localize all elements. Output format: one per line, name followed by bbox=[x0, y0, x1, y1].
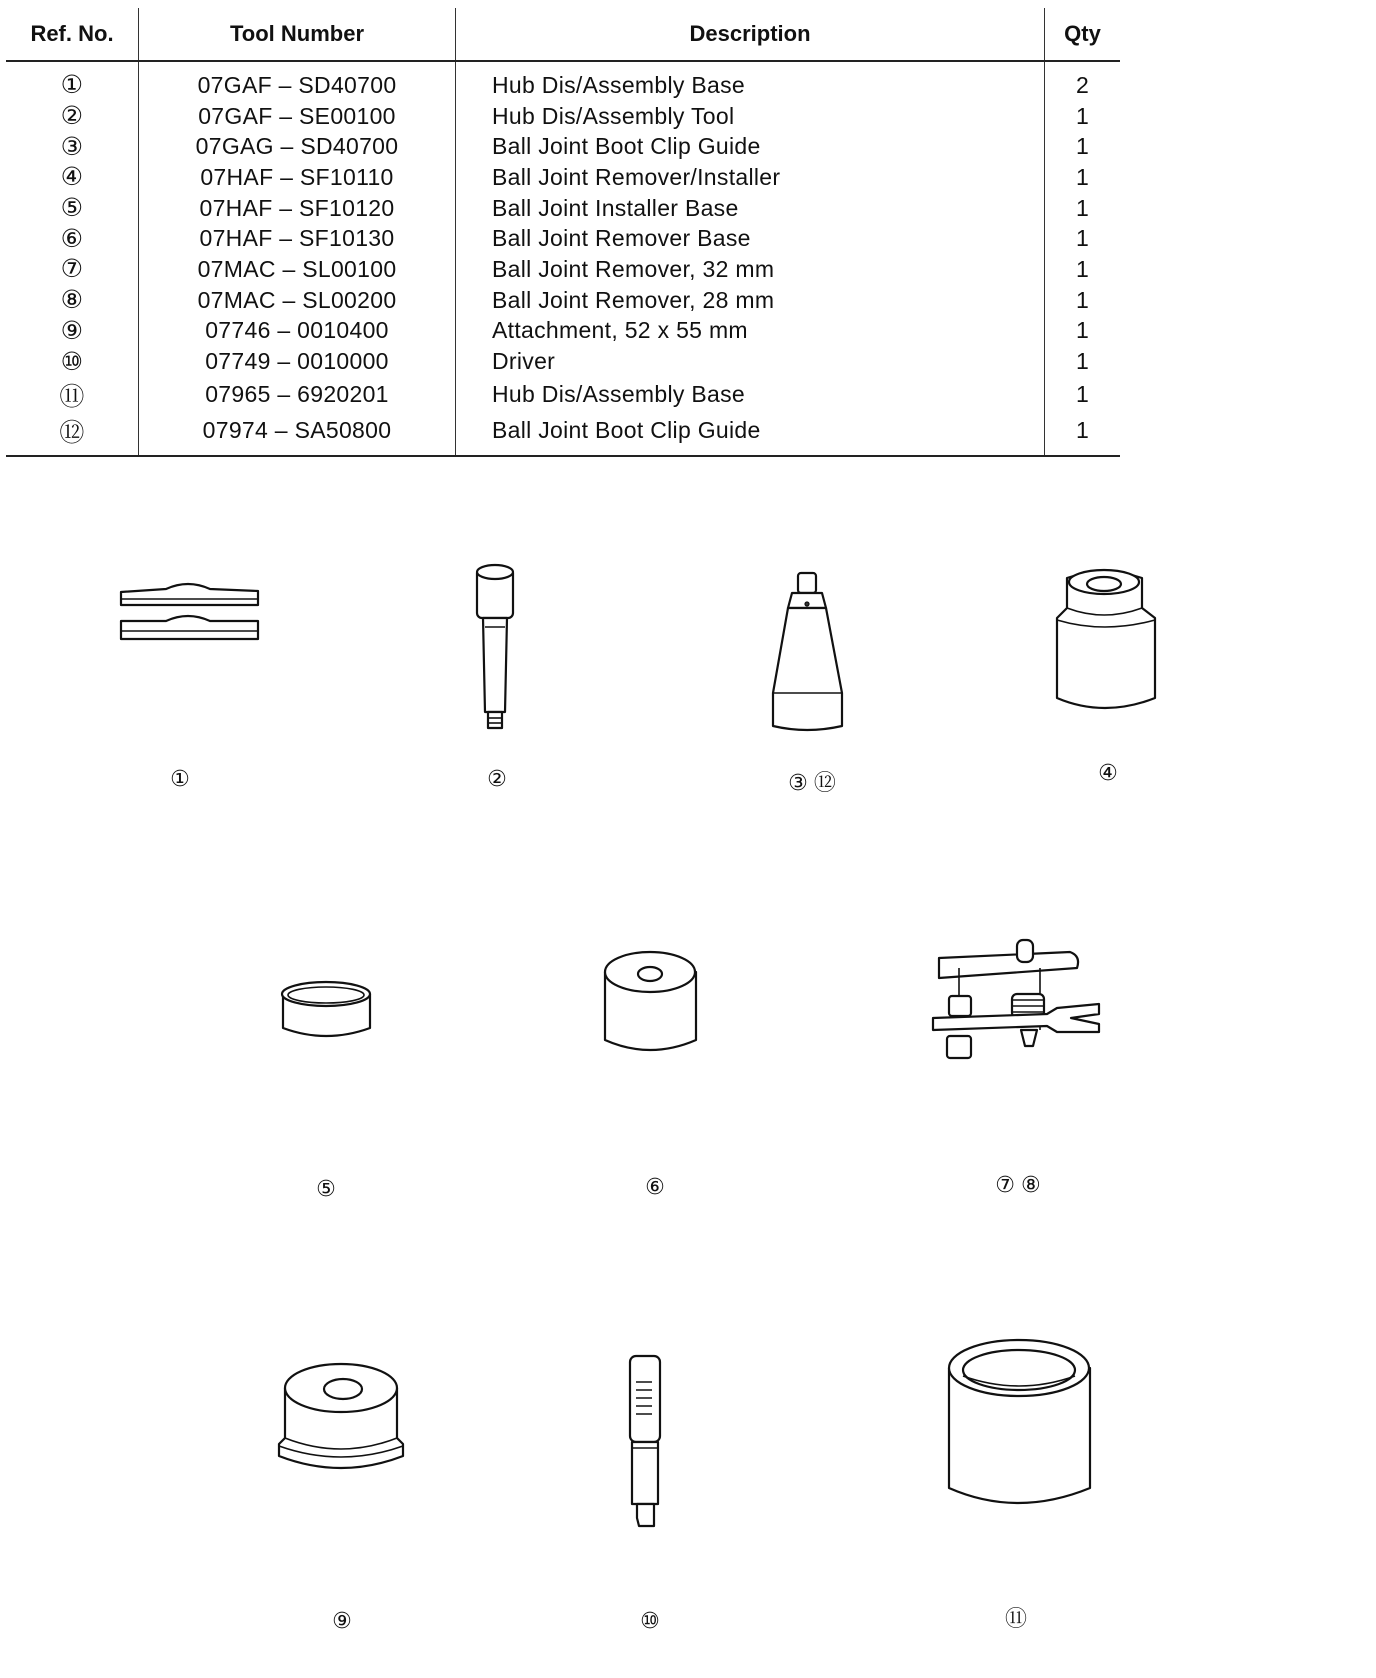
description-cell: Driver bbox=[456, 346, 1045, 377]
table-row bbox=[6, 193, 1120, 224]
table-row bbox=[6, 101, 1120, 132]
ref-no-cell: ⑨ bbox=[6, 316, 139, 347]
ref-no-cell: ⑤ bbox=[6, 193, 139, 224]
qty-cell: 1 bbox=[1075, 381, 1090, 408]
description-cell: Hub Dis/Assembly Base bbox=[456, 61, 1045, 101]
attachment-drawing bbox=[275, 1358, 410, 1483]
tool-number-cell: 07974 – SA50800 bbox=[139, 413, 456, 456]
tool-number-cell: 07HAF – SF10130 bbox=[139, 223, 456, 254]
qty-cell: 1 bbox=[1075, 317, 1090, 344]
ref-no-cell: ① bbox=[6, 61, 139, 101]
qty-cell: 1 bbox=[1075, 255, 1090, 282]
description-cell: Ball Joint Remover/Installer bbox=[456, 162, 1045, 193]
tool-number-cell: 07GAG – SD40700 bbox=[139, 131, 456, 162]
table-row bbox=[6, 131, 1120, 162]
description-cell: Ball Joint Boot Clip Guide bbox=[456, 413, 1045, 456]
ball-joint-boot-clip-guide-drawing bbox=[770, 568, 850, 738]
tool-number-cell: 07746 – 0010400 bbox=[139, 316, 456, 347]
description-cell: Ball Joint Remover, 32 mm bbox=[456, 254, 1045, 285]
qty-cell: 1 bbox=[1075, 225, 1090, 252]
figure-label-5: ⑤ bbox=[316, 1176, 336, 1201]
hub-dis-assembly-base-drawing bbox=[118, 585, 268, 655]
ball-joint-installer-base-drawing bbox=[278, 978, 378, 1058]
figure-label-6: ⑥ bbox=[645, 1174, 665, 1199]
ball-joint-remover-base-drawing bbox=[600, 948, 705, 1063]
description-cell: Ball Joint Remover Base bbox=[456, 223, 1045, 254]
description-cell: Ball Joint Boot Clip Guide bbox=[456, 131, 1045, 162]
hub-dis-assembly-tool-drawing bbox=[470, 562, 530, 737]
qty-cell: 2 bbox=[1075, 71, 1090, 98]
table-row bbox=[6, 285, 1120, 316]
table-row bbox=[6, 346, 1120, 377]
hub-dis-assembly-base-cup-drawing bbox=[945, 1338, 1095, 1518]
ref-no-cell: ③ bbox=[6, 131, 139, 162]
header-qty: Qty bbox=[1045, 8, 1121, 61]
figure-label-7-8: ⑦ ⑧ bbox=[995, 1172, 1041, 1197]
table-row bbox=[6, 162, 1120, 193]
tool-number-cell: 07HAF – SF10110 bbox=[139, 162, 456, 193]
tool-number-cell: 07GAF – SD40700 bbox=[139, 61, 456, 101]
tool-number-cell: 07GAF – SE00100 bbox=[139, 101, 456, 132]
driver-drawing bbox=[622, 1352, 672, 1532]
header-tool-number: Tool Number bbox=[139, 8, 456, 61]
ref-no-cell: ⑦ bbox=[6, 254, 139, 285]
qty-cell: 1 bbox=[1075, 102, 1090, 129]
description-cell: Hub Dis/Assembly Base bbox=[456, 377, 1045, 413]
description-cell: Hub Dis/Assembly Tool bbox=[456, 101, 1045, 132]
ref-no-cell: ⑫ bbox=[6, 413, 139, 456]
tool-number-cell: 07HAF – SF10120 bbox=[139, 193, 456, 224]
qty-cell: 1 bbox=[1075, 133, 1090, 160]
description-cell: Ball Joint Installer Base bbox=[456, 193, 1045, 224]
qty-cell: 1 bbox=[1075, 348, 1090, 375]
ref-no-cell: ⑥ bbox=[6, 223, 139, 254]
figure-label-10: ⑩ bbox=[640, 1608, 660, 1633]
qty-cell: 1 bbox=[1075, 286, 1090, 313]
table-row bbox=[6, 377, 1120, 413]
figure-label-3-12: ③ ⑫ bbox=[788, 770, 836, 795]
tool-number-cell: 07MAC – SL00100 bbox=[139, 254, 456, 285]
ref-no-cell: ⑧ bbox=[6, 285, 139, 316]
figure-label-11: ⑪ bbox=[1004, 1606, 1028, 1631]
table-row bbox=[6, 254, 1120, 285]
figure-label-2: ② bbox=[487, 766, 507, 791]
tool-number-cell: 07965 – 6920201 bbox=[139, 377, 456, 413]
table-row bbox=[6, 61, 1120, 101]
table-row bbox=[6, 413, 1120, 456]
table-row bbox=[6, 223, 1120, 254]
ref-no-cell: ⑪ bbox=[6, 377, 139, 413]
description-cell: Ball Joint Remover, 28 mm bbox=[456, 285, 1045, 316]
table-header-row bbox=[6, 8, 1120, 61]
figure-label-4: ④ bbox=[1098, 760, 1118, 785]
figure-label-9: ⑨ bbox=[332, 1608, 352, 1633]
header-description: Description bbox=[456, 8, 1045, 61]
qty-cell: 1 bbox=[1075, 163, 1090, 190]
ball-joint-remover-installer-drawing bbox=[1052, 568, 1162, 718]
figure-label-1: ① bbox=[170, 766, 190, 791]
description-cell: Attachment, 52 x 55 mm bbox=[456, 316, 1045, 347]
ref-no-cell: ② bbox=[6, 101, 139, 132]
tool-number-cell: 07MAC – SL00200 bbox=[139, 285, 456, 316]
ref-no-cell: ⑩ bbox=[6, 346, 139, 377]
ref-no-cell: ④ bbox=[6, 162, 139, 193]
special-tools-table bbox=[6, 8, 1120, 457]
table-row bbox=[6, 316, 1120, 347]
qty-cell: 1 bbox=[1075, 194, 1090, 221]
header-ref-no: Ref. No. bbox=[6, 8, 139, 61]
ball-joint-remover-fork-drawing bbox=[925, 938, 1105, 1068]
tool-number-cell: 07749 – 0010000 bbox=[139, 346, 456, 377]
qty-cell: 1 bbox=[1045, 413, 1121, 456]
